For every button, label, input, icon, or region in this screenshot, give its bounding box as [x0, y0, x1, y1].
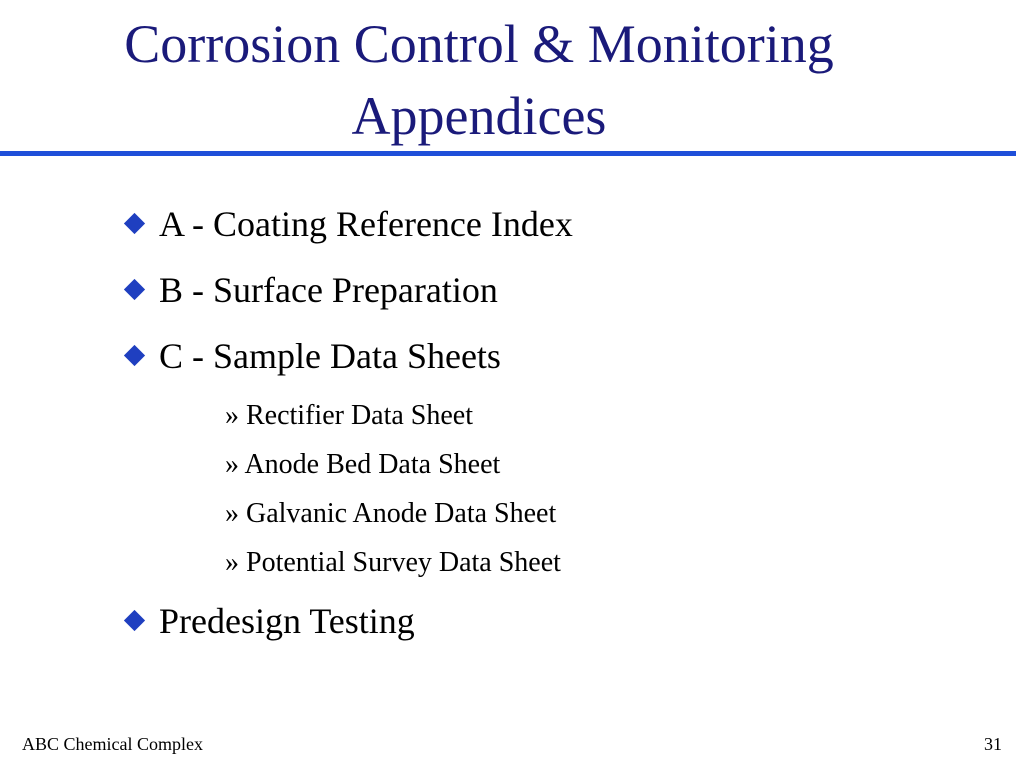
bullet-list [125, 196, 573, 659]
title-line-2: Appendices [351, 86, 607, 146]
page-number: 31 [984, 734, 1002, 754]
sub-bullet-rectifier: » Rectifier Data Sheet [225, 400, 474, 431]
sub-bullet-potential-survey: » Potential Survey Data Sheet [225, 547, 561, 578]
sub-bullet-list [125, 391, 573, 587]
bullet-item-surface-preparation [125, 262, 573, 318]
bullet-text: A - Coating Reference Index [159, 204, 573, 244]
bullet-item-sample-data-sheets [125, 328, 573, 384]
diamond-bullet-icon [124, 279, 145, 300]
footer-company: ABC Chemical Complex [22, 734, 203, 754]
diamond-bullet-icon [124, 213, 145, 234]
sub-bullet-galvanic-anode: » Galvanic Anode Data Sheet [225, 498, 557, 529]
bullet-text: C - Sample Data Sheets [159, 336, 501, 376]
bullet-text: Predesign Testing [159, 601, 415, 641]
bullet-text: B - Surface Preparation [159, 270, 498, 310]
slide-title [0, 8, 958, 152]
bullet-item-coating-reference [125, 196, 573, 252]
sub-bullet-group [125, 391, 573, 587]
title-line-1: Corrosion Control & Monitoring [124, 14, 834, 74]
title-divider [0, 151, 1016, 156]
diamond-bullet-icon [124, 610, 145, 631]
diamond-bullet-icon [124, 345, 145, 366]
bullet-item-predesign-testing [125, 593, 573, 649]
sub-bullet-anode-bed: » Anode Bed Data Sheet [225, 449, 501, 480]
